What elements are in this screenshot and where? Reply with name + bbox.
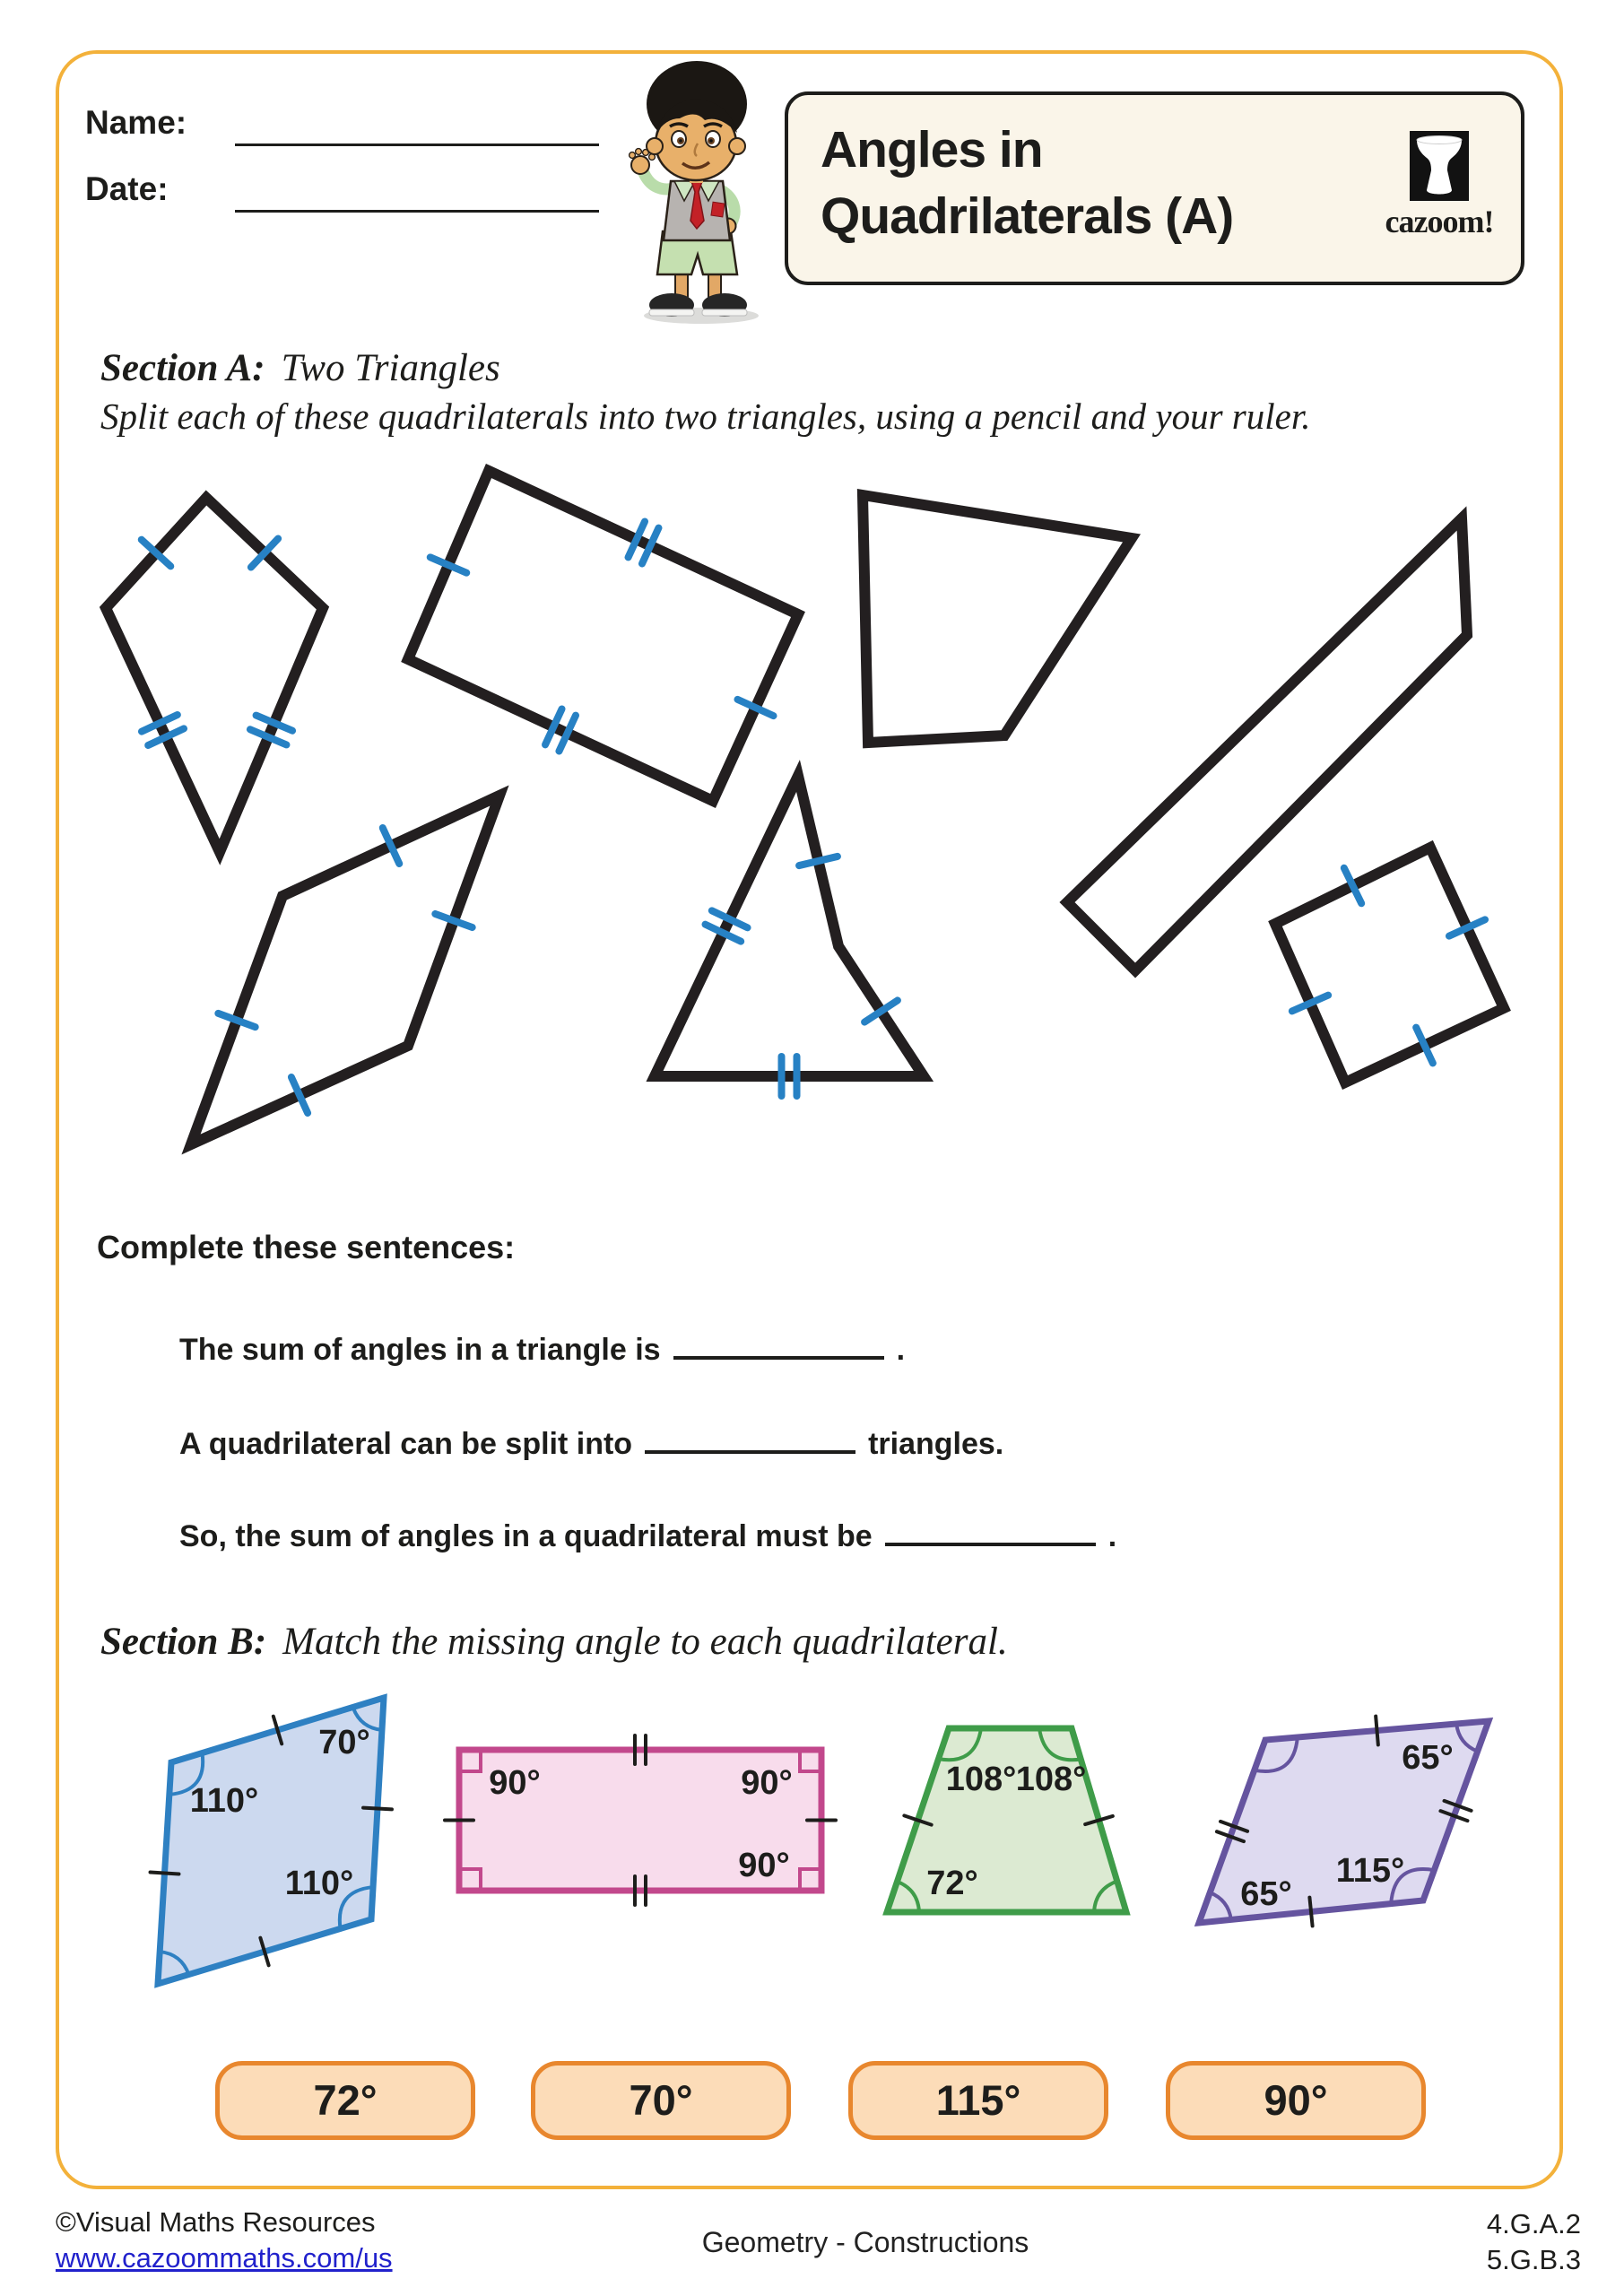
sentence-3 bbox=[179, 1516, 1116, 1554]
angle-label: 108° bbox=[945, 1761, 1017, 1798]
cazoom-logo-text: cazoom! bbox=[1385, 204, 1494, 239]
tick-mark bbox=[1376, 1717, 1378, 1745]
section-a-heading-title: Two Triangles bbox=[281, 347, 500, 389]
page-title bbox=[821, 117, 1233, 249]
angle-label: 65° bbox=[1402, 1739, 1454, 1777]
parallelogram-outline bbox=[408, 471, 798, 801]
boy-mascot-illustration bbox=[630, 61, 759, 324]
sentence-2-blank[interactable] bbox=[645, 1423, 855, 1454]
answer-pill-70[interactable]: 70° bbox=[531, 2061, 791, 2140]
footer-category: Geometry - Constructions bbox=[701, 2226, 1029, 2258]
angle-label: 90° bbox=[741, 1764, 793, 1802]
trapezoid-outline bbox=[863, 495, 1132, 743]
section-a-shapes bbox=[106, 471, 1504, 1144]
sentence-1-pre: The sum of angles in a triangle is bbox=[179, 1333, 661, 1367]
name-label: Name: bbox=[85, 104, 187, 141]
cazoom-logo bbox=[1381, 131, 1498, 240]
dart bbox=[655, 776, 924, 1096]
section-b-heading-title: Match the missing angle to each quadrilateral. bbox=[282, 1621, 1008, 1663]
angle-label: 90° bbox=[738, 1847, 790, 1884]
tick-mark bbox=[363, 1808, 392, 1810]
angle-label: 65° bbox=[1240, 1875, 1292, 1913]
sentence-2-post: triangles. bbox=[868, 1427, 1004, 1461]
date-input-line[interactable] bbox=[235, 170, 599, 213]
worksheet-title-box bbox=[785, 91, 1524, 285]
angle-label: 108° bbox=[1015, 1761, 1087, 1798]
name-input-line[interactable] bbox=[235, 104, 599, 146]
title-line2: Quadrilaterals (A) bbox=[821, 187, 1234, 245]
tick-mark bbox=[151, 1873, 179, 1874]
sentence-3-post: . bbox=[1107, 1519, 1117, 1553]
footer-standard-1: 4.G.A.2 bbox=[1486, 2208, 1581, 2239]
green-trapezoid bbox=[887, 1728, 1126, 1912]
angle-label: 90° bbox=[489, 1764, 541, 1802]
section-b-heading bbox=[100, 1620, 1008, 1664]
rhombus bbox=[191, 796, 499, 1144]
sentence-1-blank[interactable] bbox=[673, 1329, 884, 1360]
footer-standard-2: 5.G.B.3 bbox=[1486, 2244, 1581, 2275]
angle-label: 115° bbox=[1335, 1852, 1405, 1890]
footer-copyright: ©Visual Maths Resources bbox=[56, 2206, 376, 2238]
date-label: Date: bbox=[85, 170, 169, 207]
kite bbox=[106, 498, 323, 852]
sentence-3-pre: So, the sum of angles in a quadrilateral must be bbox=[179, 1519, 873, 1553]
angle-label: 70° bbox=[318, 1724, 370, 1761]
parallelogram bbox=[408, 471, 798, 801]
kite-outline bbox=[106, 498, 323, 852]
dart-outline bbox=[655, 776, 924, 1076]
sentence-3-blank[interactable] bbox=[885, 1516, 1096, 1546]
website-link[interactable]: www.cazoommaths.com/us bbox=[56, 2242, 393, 2274]
square-outline bbox=[1275, 848, 1504, 1083]
purple-parallelogram bbox=[1199, 1717, 1489, 1926]
section-a-heading bbox=[100, 346, 500, 390]
tick-mark bbox=[799, 857, 838, 865]
section-a-heading-label: Section A: bbox=[100, 347, 265, 389]
section-b-shapes bbox=[151, 1698, 1489, 1984]
answer-pill-115[interactable]: 115° bbox=[848, 2061, 1108, 2140]
sentence-1-post: . bbox=[896, 1333, 906, 1367]
section-a-instruction: Split each of these quadrilaterals into two triangles, using a pencil and your ruler. bbox=[100, 396, 1311, 437]
square bbox=[1275, 848, 1504, 1083]
sentence-1 bbox=[179, 1329, 905, 1368]
angle-label: 110° bbox=[189, 1782, 259, 1820]
footer-standards bbox=[1487, 2206, 1581, 2278]
blue-parallelogram bbox=[151, 1698, 392, 1984]
answer-pill-72[interactable]: 72° bbox=[215, 2061, 475, 2140]
section-b-heading-label: Section B: bbox=[100, 1621, 267, 1663]
angle-label: 72° bbox=[926, 1865, 978, 1902]
rhombus-outline bbox=[191, 796, 499, 1144]
angle-label: 110° bbox=[284, 1865, 354, 1902]
sentences-heading: Complete these sentences: bbox=[97, 1229, 516, 1265]
thin-parallelogram bbox=[1067, 518, 1467, 970]
sentence-2-pre: A quadrilateral can be split into bbox=[179, 1427, 633, 1461]
cazoom-drum-icon bbox=[1410, 131, 1469, 201]
sentence-2 bbox=[179, 1423, 1003, 1462]
pink-rectangle bbox=[445, 1735, 836, 1905]
title-line1: Angles in bbox=[821, 121, 1043, 178]
thin-parallelogram-outline bbox=[1067, 518, 1467, 970]
trapezoid bbox=[863, 495, 1132, 743]
answer-pill-90[interactable]: 90° bbox=[1166, 2061, 1426, 2140]
